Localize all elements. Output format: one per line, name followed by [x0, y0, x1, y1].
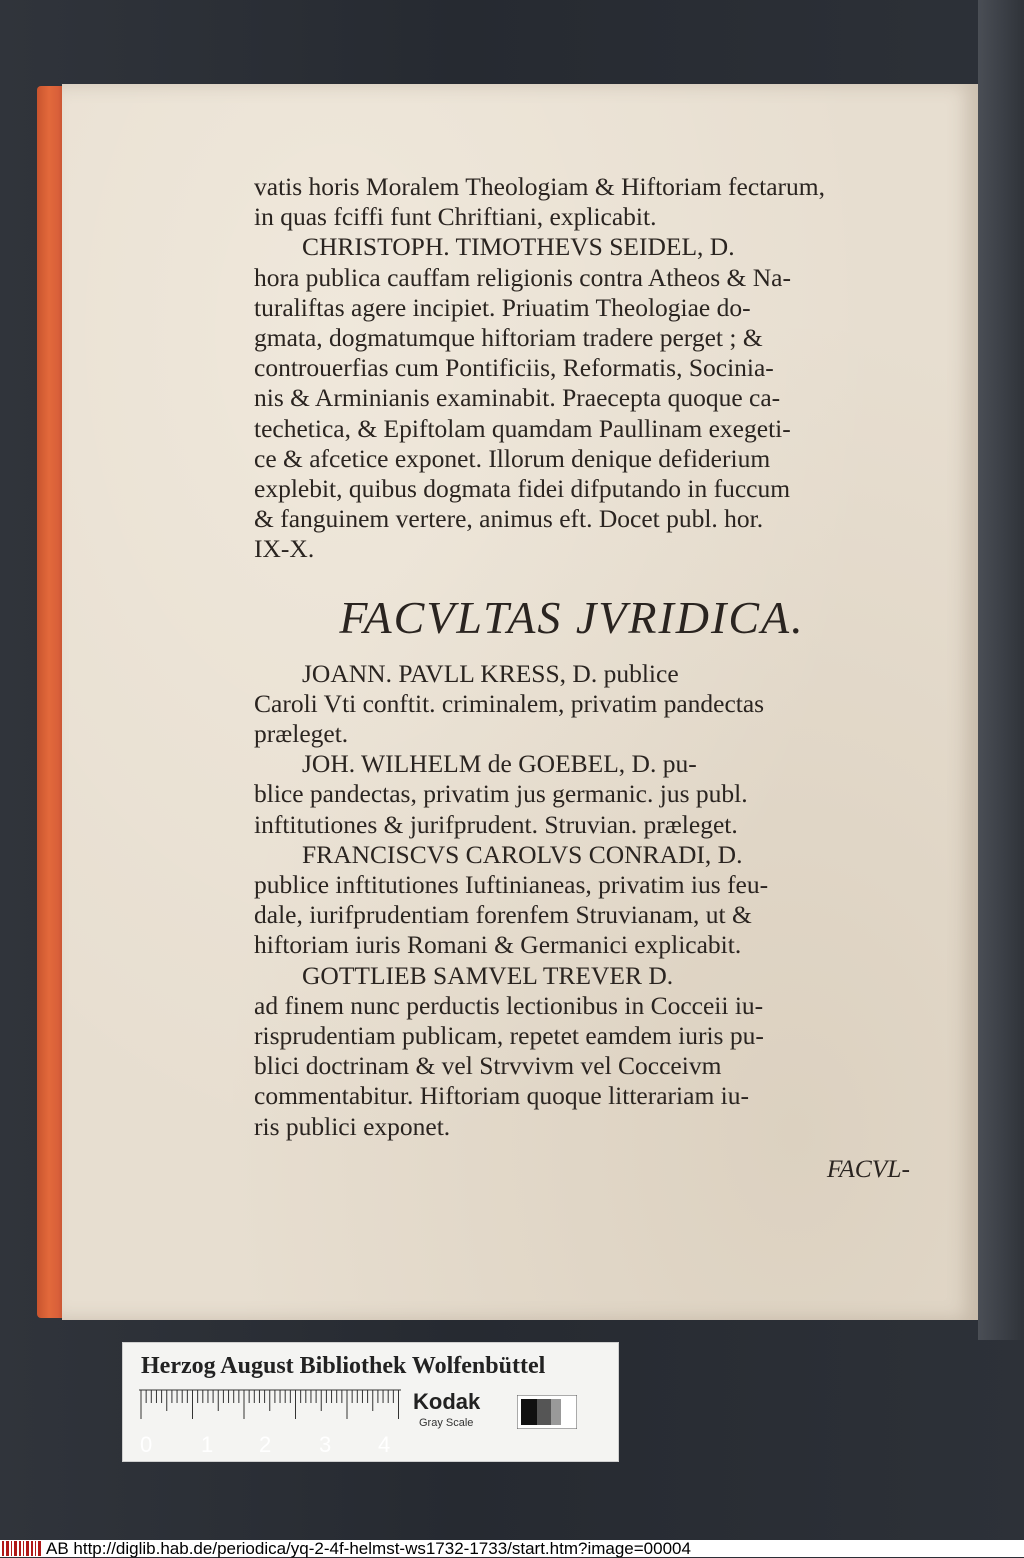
- text-line: controuerfias cum Pontificiis, Reformatis, Socinia-: [254, 353, 774, 383]
- text-line: commentabitur. Hiftoriam quoque litterariam iu-: [254, 1081, 749, 1111]
- text-line: præleget.: [254, 719, 349, 749]
- ruler-number: 1: [201, 1432, 214, 1457]
- text-line: hora publica cauffam religionis contra Atheos & Na-: [254, 262, 791, 292]
- text-line: gmata, dogmatumque hiftoriam tradere perget ; &: [254, 323, 763, 353]
- text-line: Caroli Vti conftit. criminalem, privatim pandectas: [254, 688, 765, 718]
- text-line: IX-X.: [254, 534, 315, 564]
- text-line: GOTTLIEB SAMVEL TREVER D.: [302, 960, 674, 990]
- text-line: ris publici exponet.: [254, 1111, 451, 1141]
- text-line: ce & afcetice exponet. Illorum denique defiderium: [254, 443, 771, 473]
- text-line: publice inftitutiones Iuftinianeas, privatim ius feu-: [254, 870, 769, 900]
- text-line: dale, iurifprudentiam forenfem Struvianam, ut &: [254, 900, 752, 930]
- text-line: vatis horis Moralem Theologiam & Hiftoriam fectarum,: [254, 172, 826, 201]
- color-calibration-card: [122, 1342, 619, 1462]
- library-name: Herzog August Bibliothek Wolfenbüttel: [141, 1353, 546, 1379]
- gray-swatch-icon: [517, 1395, 577, 1429]
- text-line: JOH. WILHELM de GOEBEL, D. pu-: [302, 749, 697, 779]
- ruler-number: 0: [140, 1432, 153, 1457]
- ruler-number: 2: [259, 1432, 272, 1457]
- ruler-number: 4: [378, 1432, 391, 1457]
- section-heading: FACVLTAS JVRIDICA.: [339, 591, 805, 643]
- text-line: FRANCISCVS CAROLVS CONRADI, D.: [302, 839, 743, 869]
- text-line: ad finem nunc perductis lectionibus in Cocceii iu-: [254, 990, 764, 1020]
- catchword: FACVL-: [826, 1153, 910, 1183]
- text-line: in quas fciffi funt Chriftiani, explicabit.: [254, 202, 657, 232]
- text-line: hiftoriam iuris Romani & Germanici explicabit.: [254, 930, 742, 960]
- text-line: blici doctrinam & vel Strvvivm vel Cocceivm: [254, 1051, 722, 1081]
- barcode-icon: [0, 1540, 46, 1557]
- url-footer: [0, 1540, 1024, 1557]
- kodak-logo: Kodak: [413, 1389, 481, 1414]
- scale-ruler: [139, 1389, 401, 1425]
- text-line: risprudentiam publicam, repetet eamdem iuris pu-: [254, 1021, 764, 1051]
- page-text: [254, 172, 910, 1184]
- right-binding-strip: [978, 0, 1024, 1340]
- text-line: & fanguinem vertere, animus eft. Docet publ. hor.: [254, 504, 764, 534]
- gray-scale-label: Gray Scale: [419, 1417, 474, 1429]
- text-line: techetica, & Epiftolam quamdam Paullinam exegeti-: [254, 413, 791, 443]
- text-line: explebit, quibus dogmata fidei difputando in fuccum: [254, 474, 791, 504]
- text-line: inftitutiones & jurifprudent. Struvian. præleget.: [254, 809, 738, 839]
- ruler-number: 3: [319, 1432, 332, 1457]
- text-line: nis & Arminianis examinabit. Praecepta quoque ca-: [254, 383, 781, 413]
- text-line: JOANN. PAVLL KRESS, D. publice: [302, 658, 679, 688]
- source-url[interactable]: AB http://diglib.hab.de/periodica/yq-2-4f-helmst-ws1732-1733/start.htm?image=00004: [46, 1539, 691, 1558]
- text-line: CHRISTOPH. TIMOTHEVS SEIDEL, D.: [302, 232, 735, 262]
- text-line: blice pandectas, privatim jus germanic. jus publ.: [254, 779, 748, 809]
- text-line: turaliftas agere incipiet. Priuatim Theologiae do-: [254, 292, 751, 322]
